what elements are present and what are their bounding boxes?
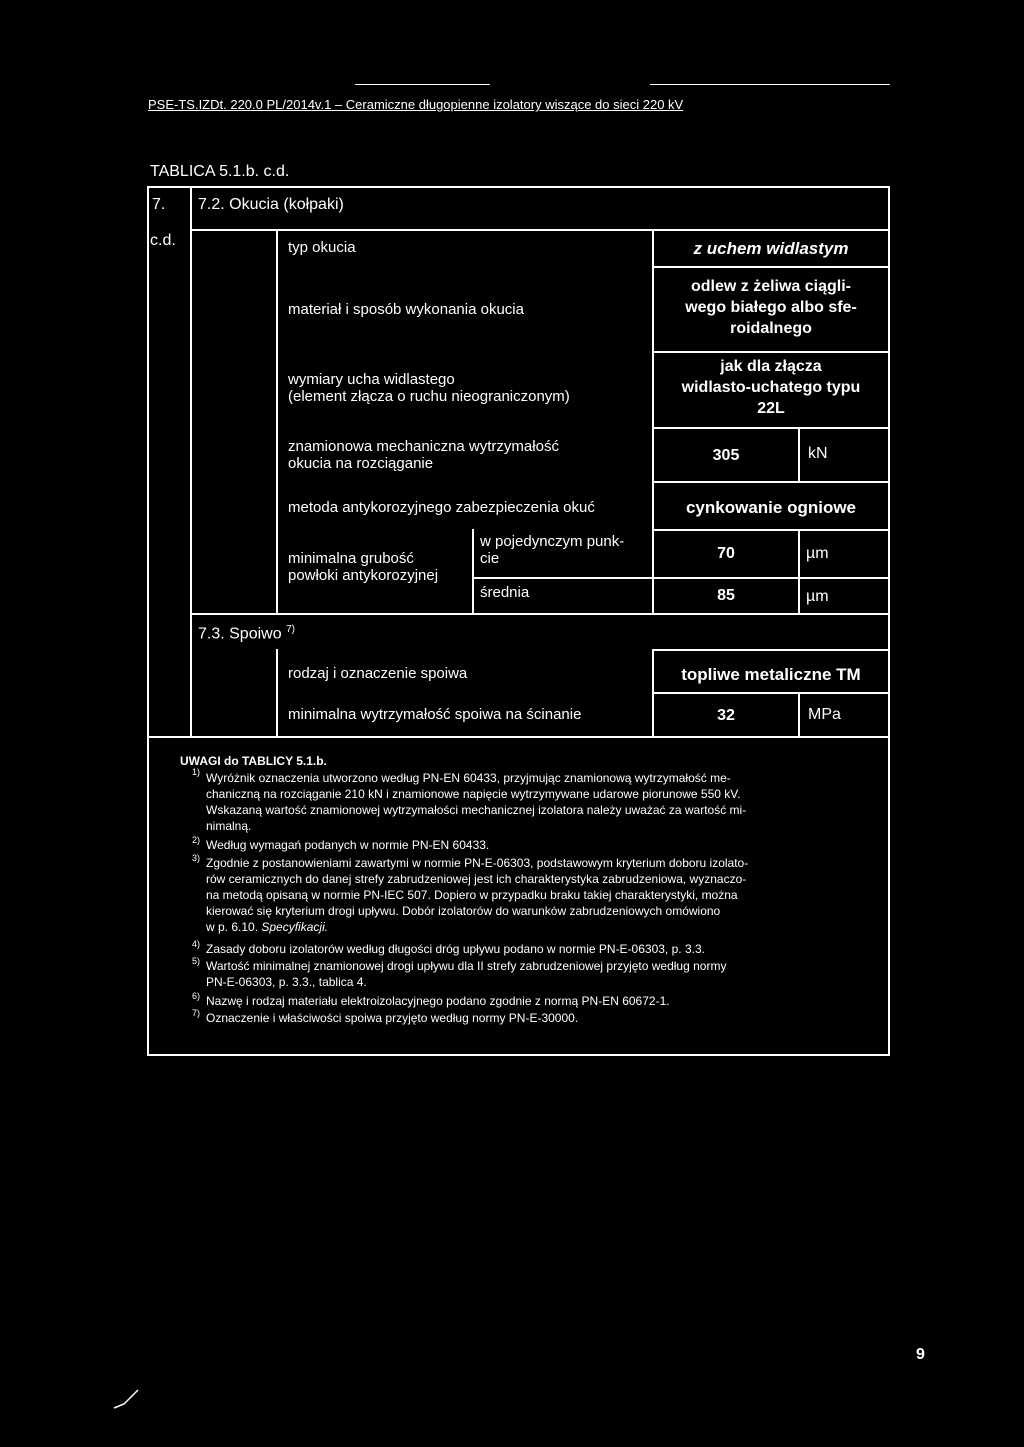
typ-okucia-label: typ okucia (288, 239, 356, 256)
wymiary-label: wymiary ucha widlastego (element złącza o ruchu nieograniczonym) (288, 371, 570, 405)
wytrzymalosc-value: 305 (712, 447, 740, 464)
note-5: Wartość minimalnej znamionowej drogi upływu dla II strefy zabrudzeniowej przyjęto według normy PN-E-06303, p. 3.3., tablica 4. (206, 959, 727, 989)
srednia-unit: µm (806, 588, 829, 605)
scinanie-value: 32 (717, 707, 735, 724)
page-number: 9 (916, 1346, 925, 1363)
note-5-num: 5) (192, 956, 201, 966)
note-6-num: 6) (192, 991, 201, 1001)
header-rule-1 (355, 84, 490, 85)
section-7-num: 7. (152, 196, 166, 213)
scinanie-label: minimalna wytrzymałość spoiwa na ścinanie (288, 706, 582, 723)
metoda-value: cynkowanie ogniowe (685, 498, 857, 517)
doc-ref: PSE-TS.IZDt. 220.0 PL/2014v.1 (148, 97, 332, 112)
header-rule-2 (650, 84, 890, 85)
section-7-2-title: 7.2. Okucia (kołpaki) (198, 196, 344, 213)
note-2-num: 2) (192, 835, 201, 845)
note-7-num: 7) (192, 1008, 201, 1018)
punkt-label: w pojedynczym punk- cie (480, 533, 625, 567)
pen-mark-icon (112, 1388, 142, 1412)
note-2: Według wymagań podanych w normie PN-EN 60433. (206, 838, 490, 852)
note-4-num: 4) (192, 939, 201, 949)
note-6: Nazwę i rodzaj materiału elektroizolacyjnego podano zgodnie z normą PN-EN 60672-1. (206, 994, 670, 1008)
notes-title: UWAGI do TABLICY 5.1.b. (180, 754, 327, 768)
header-line (148, 97, 683, 112)
note-1: Wyróżnik oznaczenia utworzono według PN-EN 60433, przyjmując znamionową wytrzymałość me- chaniczną na rozciąganie 210 kN i znamionowe napięcie wytrzymywane udarowe piorunowe 550 kV. Wskazaną wartość znamionowej wytrzymałości mechanicznej izolatora należy uważać za wartość mi- nimalną. (206, 771, 747, 833)
punkt-unit: µm (806, 545, 829, 562)
wymiary-value: jak dla złącza widlasto-uchatego typu 22L (681, 358, 861, 417)
section-7-cd: c.d. (150, 232, 176, 249)
grubosc-label: minimalna grubość powłoki antykorozyjnej (288, 550, 439, 584)
punkt-value: 70 (717, 545, 735, 562)
rodzaj-value: topliwe metaliczne TM (681, 665, 861, 684)
scinanie-unit: MPa (808, 706, 841, 723)
srednia-value: 85 (717, 587, 735, 604)
note-7: Oznaczenie i właściwości spoiwa przyjęto według normy PN-E-30000. (206, 1011, 579, 1025)
wytrzymalosc-label: znamionowa mechaniczna wytrzymałość okucia na rozciąganie (288, 438, 559, 472)
material-value: odlew z żeliwa ciągli- wego białego albo sfe- roidalnego (685, 278, 857, 337)
rodzaj-label: rodzaj i oznaczenie spoiwa (288, 665, 468, 682)
material-label: materiał i sposób wykonania okucia (288, 301, 524, 318)
note-1-num: 1) (192, 767, 201, 777)
typ-okucia-value: z uchem widlastym (693, 239, 849, 258)
section-7-3-title: 7.3. Spoiwo $^{7)}$ (198, 624, 295, 643)
table-title: TABLICA 5.1.b. c.d. (150, 163, 290, 180)
doc-title: – Ceramiczne długopienne izolatory wiszące do sieci 220 kV (334, 97, 684, 112)
note-4: Zasady doboru izolatorów według długości dróg upływu podano w normie PN-E-06303, p. 3.3. (206, 942, 705, 956)
note-3-num: 3) (192, 853, 201, 863)
srednia-label: średnia (480, 584, 530, 601)
metoda-label: metoda antykorozyjnego zabezpieczenia okuć (288, 499, 595, 516)
wytrzymalosc-unit: kN (808, 445, 828, 462)
note-3: Zgodnie z postanowieniami zawartymi w normie PN-E-06303, podstawowym kryterium doboru izolato- rów ceramicznych do danej strefy zabrudzeniowej jest ich charakterystyka zabrudzeniowa, wyznaczo- na metodą opisaną w normie PN-IEC 507. Dopiero w przypadku braku takiej charakterystyki, można kierować się kryterium drogi upływu. Dobór izolatorów do warunków zabrudzeniowych omówiono w p. 6.10. Specyfikacji. (206, 856, 749, 934)
